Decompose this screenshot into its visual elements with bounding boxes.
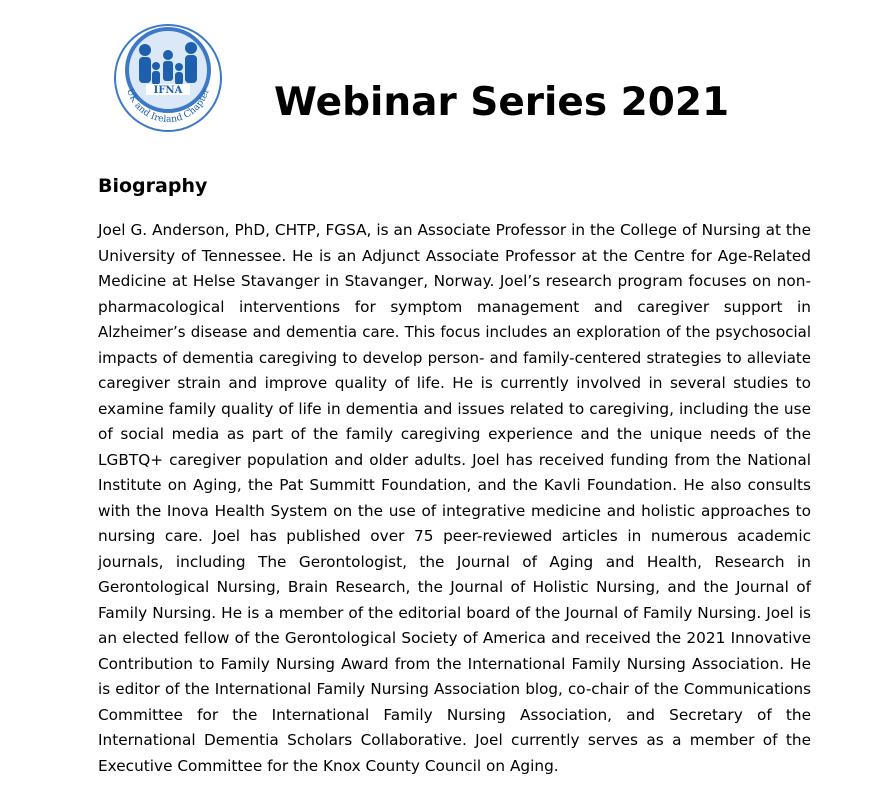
- biography-line: impacts of dementia caregiving to develop person- and family-centered strategies to alleviate: [98, 348, 811, 367]
- biography-line: nursing care. Joel has published over 75 peer-reviewed articles in numerous academic: [98, 527, 811, 545]
- biography-line: University of Tennessee. He is an Adjunct Associate Professor at the Centre for Age-Related: [98, 246, 811, 265]
- biography-line: Medicine at Helse Stavanger in Stavanger, Norway. Joel’s research program focuses on non-: [98, 272, 811, 290]
- page-title: Webinar Series 2021: [274, 80, 730, 125]
- biography-line: Joel G. Anderson, PhD, CHTP, FGSA, is an Associate Professor in the College of Nursing at the: [98, 221, 811, 239]
- biography-line: Institute on Aging, the Pat Summitt Foundation, and the Kavli Foundation. He also consults: [98, 476, 811, 494]
- biography-line: Alzheimer’s disease and dementia care. This focus includes an exploration of the psychosocial: [98, 323, 811, 341]
- biography-text: [98, 218, 811, 779]
- biography-line: Executive Committee for the Knox County Council on Aging.: [98, 756, 559, 775]
- biography-line: caregiver strain and improve quality of life. He is currently involved in several studies to: [98, 374, 811, 392]
- ifna-logo-graphic: [112, 22, 224, 134]
- biography-line: pharmacological interventions for symptom management and caregiver support in: [98, 297, 811, 316]
- logo-ring-text: UK and Ireland Chapter: [124, 87, 212, 126]
- section-heading: Biography: [98, 175, 208, 197]
- biography-line: with the Inova Health System on the use of integrative medicine and holistic approaches to: [98, 501, 811, 520]
- biography-line: examine family quality of life in dementia and issues related to caregiving, including the use: [98, 399, 811, 418]
- biography-line: LGBTQ+ caregiver population and older adults. Joel has received funding from the National: [98, 450, 811, 469]
- logo-name: IFNA: [153, 85, 183, 96]
- biography-line: Contribution to Family Nursing Award from the International Family Nursing Association. He: [98, 654, 811, 673]
- biography-line: of social media as part of the family caregiving experience and the unique needs of the: [98, 425, 811, 443]
- biography-line: journals, including The Gerontologist, the Journal of Aging and Health, Research in: [98, 552, 811, 571]
- biography-line: an elected fellow of the Gerontological Society of America and received the 2021 Innovative: [98, 629, 811, 647]
- biography-line: Gerontological Nursing, Brain Research, the Journal of Holistic Nursing, and the Journal of: [98, 578, 811, 596]
- biography-line: Committee for the International Family Nursing Association, and Secretary of the: [98, 705, 811, 724]
- biography-line: Family Nursing. He is a member of the editorial board of the Journal of Family Nursing. Joel is: [98, 603, 811, 622]
- biography-line: International Dementia Scholars Collaborative. Joel currently serves as a member of the: [98, 731, 811, 749]
- ifna-logo: [112, 22, 224, 134]
- biography-line: is editor of the International Family Nursing Association blog, co-chair of the Communications: [98, 680, 811, 698]
